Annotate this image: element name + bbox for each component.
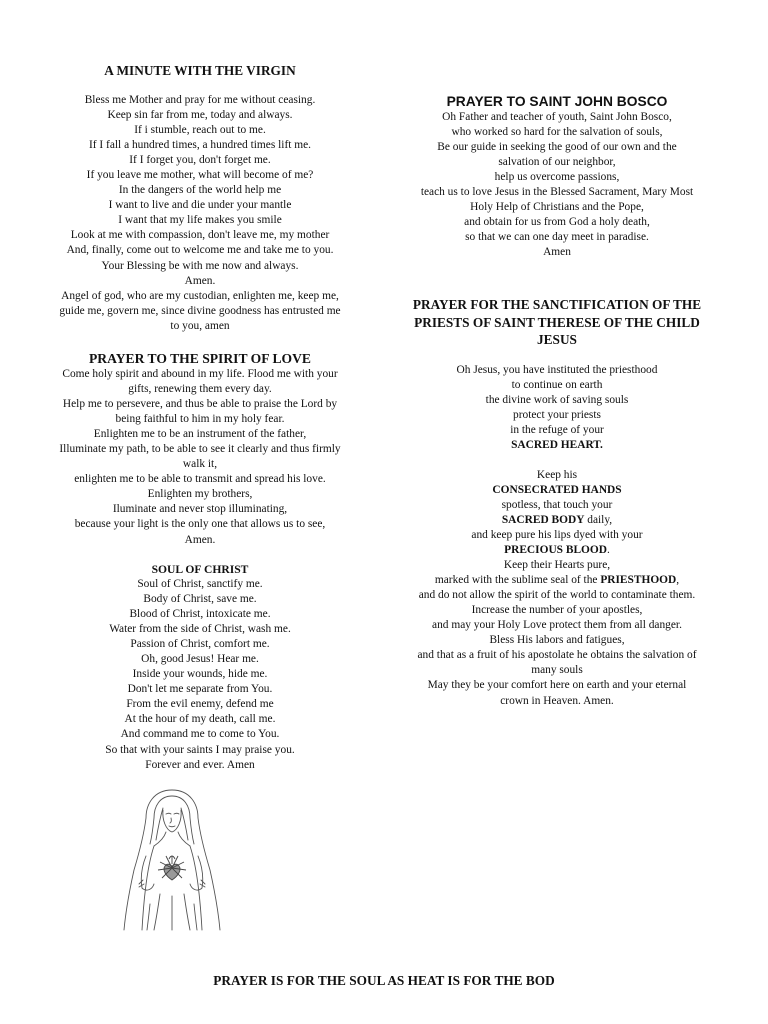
plain-text: .	[607, 544, 610, 557]
prayer-line: At the hour of my death, call me.	[124, 713, 276, 726]
prayer-line: Forever and ever. Amen	[145, 758, 255, 771]
prayer-line: so that we can one day meet in paradise.	[465, 231, 649, 244]
emphasis-text: PRIESTHOOD	[600, 574, 677, 587]
prayer-line: and obtain for us from God a holy death,	[464, 216, 650, 229]
prayer-line-emphasis: CONSECRATED HANDS	[492, 483, 622, 496]
footer-quote: PRAYER IS FOR THE SOUL AS HEAT IS FOR THE BOD	[213, 973, 555, 988]
prayer-line: Passion of Christ, comfort me.	[130, 638, 270, 651]
prayer-line: Water from the side of Christ, wash me.	[109, 623, 291, 636]
prayer-line: May they be your comfort here on earth and your eternal	[427, 679, 687, 692]
prayer-line: Keep their Hearts pure,	[503, 559, 611, 572]
priests-title: PRAYER FOR THE SANCTIFICATION OF THE PRIESTS OF SAINT THERESE OF THE CHILD JESUS	[412, 297, 702, 347]
prayer-line: the divine work of saving souls	[485, 393, 629, 406]
prayer-line: If I fall a hundred times, a hundred times lift me.	[88, 139, 312, 152]
minute-virgin-body	[40, 93, 360, 334]
prayer-line: spotless, that touch your	[501, 498, 613, 511]
prayer-line-emphasis: SACRED HEART.	[511, 438, 603, 451]
prayer-line: and do not allow the spirit of the world to contaminate them.	[418, 589, 696, 602]
prayer-line: Your Blessing be with me now and always.	[101, 259, 299, 272]
prayer-line: Inside your wounds, hide me.	[132, 668, 268, 681]
prayer-line: help us overcome passions,	[494, 171, 620, 184]
plain-text: ,	[676, 574, 680, 587]
prayer-line: Oh, good Jesus! Hear me.	[141, 653, 259, 666]
prayer-line: who worked so hard for the salvation of souls,	[451, 126, 663, 139]
prayer-line: So that with your saints I may praise you.	[105, 743, 295, 756]
emphasis-text: SACRED BODY	[501, 513, 585, 526]
plain-text: daily,	[584, 513, 613, 526]
prayer-line: in the refuge of your	[510, 423, 604, 436]
john-bosco-section	[398, 94, 716, 260]
prayer-line: Illuminate my path, to be able to see it clearly and thus firmly	[59, 443, 341, 456]
prayer-line	[398, 543, 716, 558]
prayer-line: Increase the number of your apostles,	[471, 604, 643, 617]
priests-body	[398, 363, 716, 709]
prayer-line	[398, 513, 716, 528]
prayer-line: Bless His labors and fatigues,	[489, 634, 625, 647]
prayer-line: Amen	[543, 246, 571, 259]
prayer-line: Iluminate and never stop illuminating,	[112, 503, 288, 516]
prayer-line: enlighten me to be able to transmit and spread his love.	[74, 473, 326, 486]
prayer-line: Oh Father and teacher of youth, Saint John Bosco,	[442, 111, 672, 123]
prayer-line: Keep sin far from me, today and always.	[107, 109, 293, 122]
prayer-line: From the evil enemy, defend me	[126, 698, 274, 711]
priests-section	[398, 296, 716, 709]
soul-christ-title: SOUL OF CHRIST	[151, 563, 249, 576]
prayer-line: I want that my life makes you smile	[118, 214, 282, 227]
prayer-line: In the dangers of the world help me	[118, 184, 282, 197]
prayer-line: Angel of god, who are my custodian, enlighten me, keep me,	[61, 289, 339, 302]
prayer-line: teach us to love Jesus in the Blessed Sacrament, Mary Most	[420, 186, 694, 199]
prayer-line: protect your priests	[513, 408, 601, 421]
prayer-line: guide me, govern me, since divine goodness has entrusted me	[59, 304, 341, 317]
virgin-mary-image	[116, 784, 228, 936]
prayer-line: Enlighten my brothers,	[147, 488, 253, 501]
john-bosco-title: PRAYER TO SAINT JOHN BOSCO	[446, 94, 668, 109]
prayer-line: Don't let me separate from You.	[127, 683, 273, 696]
prayer-line: Bless me Mother and pray for me without ceasing.	[84, 94, 316, 106]
soul-christ-section	[40, 562, 360, 773]
prayer-line: Help me to persevere, and thus be able to praise the Lord by	[62, 398, 338, 411]
prayer-line: Amen.	[184, 533, 216, 546]
spirit-love-body	[40, 367, 360, 548]
prayer-line: walk it,	[182, 458, 218, 471]
prayer-line: to continue on earth	[511, 378, 603, 391]
spirit-love-section	[40, 351, 360, 548]
prayer-line: Keep his	[536, 468, 578, 481]
prayer-line: and may your Holy Love protect them from all danger.	[432, 619, 682, 632]
prayer-line: Blood of Christ, intoxicate me.	[129, 608, 271, 621]
prayer-line: and keep pure his lips dyed with your	[471, 529, 643, 542]
prayer-line: salvation of our neighbor,	[498, 156, 616, 169]
minute-virgin-section	[40, 63, 360, 334]
prayer-line: being faithful to him in my holy fear.	[115, 413, 285, 426]
john-bosco-body	[398, 110, 716, 260]
prayer-line: to you, amen	[170, 319, 230, 332]
prayer-line: If you leave me mother, what will become of me?	[86, 169, 314, 182]
prayer-line: crown in Heaven. Amen.	[500, 694, 614, 707]
emphasis-text: PRECIOUS BLOOD	[504, 544, 607, 557]
prayer-line: Oh Jesus, you have instituted the priesthood	[456, 363, 658, 376]
minute-virgin-title: A MINUTE WITH THE VIRGIN	[104, 63, 296, 78]
prayer-line: many souls	[531, 664, 583, 677]
soul-christ-body	[40, 577, 360, 773]
plain-text: marked with the sublime seal of the	[434, 574, 601, 587]
prayer-line: I want to live and die under your mantle	[108, 199, 292, 212]
spirit-love-title: PRAYER TO THE SPIRIT OF LOVE	[89, 351, 311, 366]
prayer-line: Amen.	[184, 274, 216, 287]
prayer-line: gifts, renewing them every day.	[128, 383, 272, 396]
prayer-line: If I forget you, don't forget me.	[129, 154, 271, 167]
prayer-line: Look at me with compassion, don't leave me, my mother	[70, 229, 330, 242]
prayer-line: If i stumble, reach out to me.	[134, 124, 266, 137]
prayer-line: And command me to come to You.	[120, 728, 280, 741]
prayer-line	[398, 573, 716, 588]
prayer-line: Soul of Christ, sanctify me.	[137, 578, 263, 590]
prayer-line: Come holy spirit and abound in my life. Flood me with your	[62, 368, 338, 380]
prayer-line: Enlighten me to be an instrument of the father,	[93, 428, 307, 441]
prayer-line: because your light is the only one that allows us to see,	[74, 518, 326, 531]
prayer-line: Holy Help of Christians and the Pope,	[470, 201, 644, 214]
prayer-line: and that as a fruit of his apostolate he obtains the salvation of	[417, 649, 697, 662]
prayer-line: Body of Christ, save me.	[143, 593, 257, 606]
prayer-line: And, finally, come out to welcome me and take me to you.	[66, 244, 334, 257]
prayer-line: Be our guide in seeking the good of our own and the	[437, 141, 677, 154]
